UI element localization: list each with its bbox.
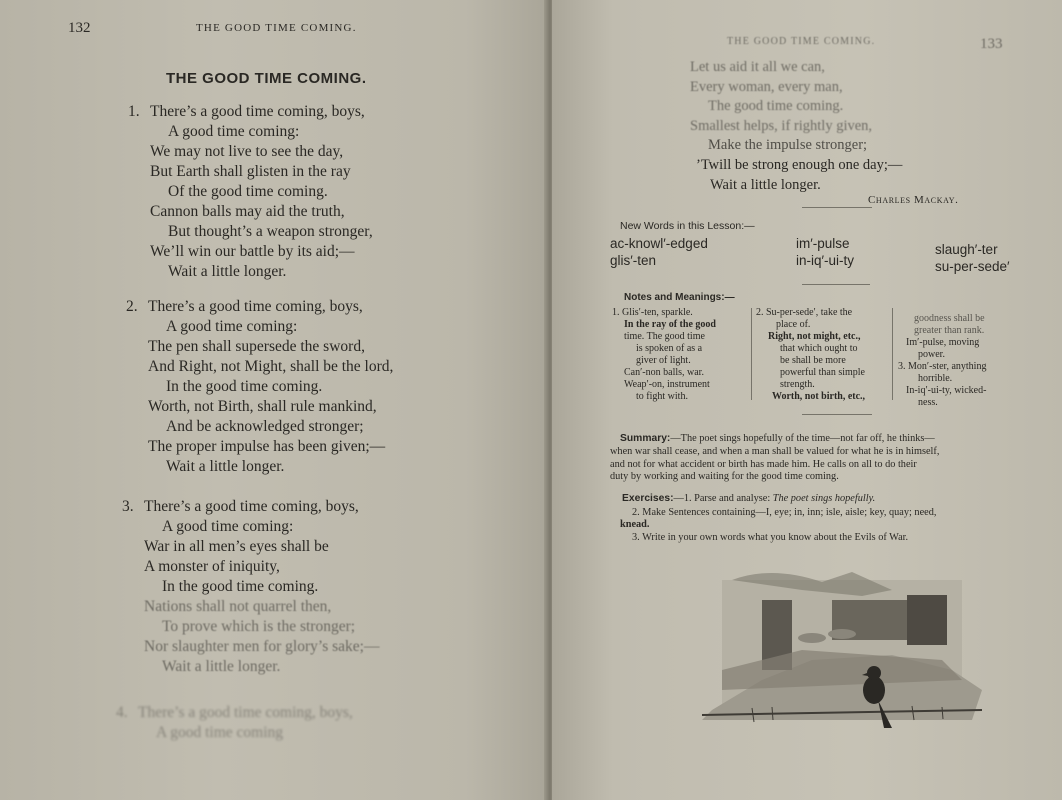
poem-line: War in all men’s eyes shall be	[144, 538, 329, 555]
new-word: in-iq′-ui-ty	[796, 253, 855, 268]
poem-line: The good time coming.	[708, 98, 844, 115]
poem-line: Every woman, every man,	[690, 78, 843, 95]
note-line: 1. Glis′-ten, sparkle.	[612, 307, 693, 318]
poem-line: The pen shall supersede the sword,	[148, 338, 365, 355]
poem-line: And Right, not Might, shall be the lord,	[148, 358, 394, 375]
poem-line: Smallest helps, if rightly given,	[690, 117, 873, 134]
note-line: that which ought to	[780, 343, 858, 354]
stanza-number: 1.	[128, 103, 140, 120]
poem-line: Nations shall not quarrel then,	[144, 598, 332, 615]
exercise-2-cont: knead.	[620, 519, 650, 530]
note-line: Weap′-on, instrument	[624, 379, 710, 390]
note-line: 2. Su-per-sede′, take the	[756, 307, 853, 318]
page-number: 132	[68, 20, 91, 36]
new-word: glis′-ten	[610, 253, 657, 268]
poem-line: In the good time coming.	[162, 578, 319, 595]
new-words-heading: New Words in this Lesson:—	[620, 220, 755, 232]
poem-line: There’s a good time coming, boys,	[144, 498, 359, 515]
poem-line: A good time coming	[156, 724, 284, 741]
poem-line: Make the impulse stronger;	[708, 137, 868, 154]
poem-line: A good time coming:	[168, 123, 300, 140]
exercises-label: Exercises:	[622, 493, 674, 504]
note-line: giver of light.	[636, 355, 691, 366]
stanza-3	[122, 497, 380, 677]
summary-label: Summary:	[620, 433, 671, 444]
poem-line: There’s a good time coming, boys,	[138, 704, 353, 721]
note-line: Worth, not birth, etc.,	[772, 391, 866, 402]
author-name: Charles Mackay.	[868, 194, 959, 206]
poem-ending	[690, 58, 902, 195]
note-line: greater than rank.	[914, 325, 985, 336]
poem-line: To prove which is the stronger;	[162, 618, 356, 635]
poem-line: In the good time coming.	[166, 378, 323, 395]
divider	[802, 284, 870, 285]
note-line: In the ray of the good	[624, 319, 716, 330]
poem-line: Worth, not Birth, shall rule mankind,	[148, 398, 377, 415]
poem-line: Nor slaughter men for glory’s sake;—	[144, 638, 380, 655]
running-head: THE GOOD TIME COMING.	[196, 22, 357, 34]
divider	[802, 207, 872, 208]
note-line: place of.	[776, 319, 811, 330]
poem-line: Wait a little longer.	[162, 658, 281, 675]
exercise-2: 2. Make Sentences containing—I, eye; in, inn; isle, aisle; key, quay; need,	[632, 507, 937, 518]
stanza-number: 3.	[122, 498, 134, 515]
new-word: slaugh′-ter	[935, 242, 998, 257]
note-line: be shall be more	[780, 355, 846, 366]
illustration-bird-on-wall	[692, 560, 992, 730]
poem-line: There’s a good time coming, boys,	[150, 103, 365, 120]
poem-line: Wait a little longer.	[710, 176, 821, 193]
note-line: Can′-non balls, war.	[624, 367, 704, 378]
stanza-2	[126, 297, 394, 477]
stanza-number: 2.	[126, 298, 138, 315]
note-line: 3. Mon′-ster, anything	[898, 361, 987, 372]
note-line: In-iq′-ui-ty, wicked-	[906, 385, 987, 396]
column-divider	[751, 308, 752, 400]
poem-line: We’ll win our battle by its aid;—	[150, 243, 355, 260]
summary	[620, 433, 935, 446]
notes-heading: Notes and Meanings:—	[624, 292, 735, 303]
new-word: su-per-sede′	[935, 259, 1010, 274]
right-page	[552, 0, 1062, 800]
poem-line: The proper impulse has been given;—	[148, 438, 386, 455]
poem-line: We may not live to see the day,	[150, 143, 344, 160]
page-number: 133	[980, 36, 1003, 52]
stanza-4	[116, 703, 353, 743]
poem-line: Wait a little longer.	[168, 263, 287, 280]
poem-line: Let us aid it all we can,	[690, 59, 825, 75]
summary-line: and not for what accident or birth has made him. He calls on all to do their	[610, 458, 917, 470]
exercise-text: —1. Parse and analyse:	[673, 493, 771, 504]
poem-line: ’Twill be strong enough one day;—	[696, 156, 903, 173]
exercise-1	[622, 493, 875, 505]
notes-column-1	[612, 307, 716, 403]
running-head: THE GOOD TIME COMING.	[727, 36, 876, 47]
divider	[802, 414, 872, 415]
note-line: is spoken of as a	[636, 343, 703, 354]
note-line: Im′-pulse, moving	[906, 337, 980, 348]
note-line: power.	[918, 349, 945, 360]
poem-line: Cannon balls may aid the truth,	[150, 203, 345, 220]
poem-line: Wait a little longer.	[166, 458, 285, 475]
new-word: im′-pulse	[796, 236, 850, 251]
note-line: horrible.	[918, 373, 953, 384]
summary-line: —The poet sings hopefully of the time—not far off, he thinks—	[670, 433, 935, 444]
poem-line: Of the good time coming.	[168, 183, 328, 200]
exercise-3: 3. Write in your own words what you know about the Evils of War.	[632, 532, 909, 543]
note-line: goodness shall be	[914, 313, 985, 324]
poem-line: A good time coming:	[162, 518, 294, 535]
stanza-number: 4.	[116, 704, 128, 721]
note-line: time. The good time	[624, 331, 705, 342]
note-line: ness.	[918, 397, 938, 408]
notes-column-2	[756, 307, 865, 403]
poem-line: But Earth shall glisten in the ray	[150, 163, 351, 180]
summary-line: duty by working and waiting for the good time coming.	[610, 471, 839, 482]
column-divider	[892, 308, 893, 400]
notes-column-3	[898, 313, 986, 409]
new-word: ac-knowl′-edged	[610, 236, 708, 251]
summary-line: when war shall cease, and when a man shall be valued for what he is in himself,	[610, 446, 940, 457]
poem-line: There’s a good time coming, boys,	[148, 298, 363, 315]
summary-cont	[610, 446, 939, 484]
poem-line: But thought’s a weapon stronger,	[168, 223, 373, 240]
poem-line: A good time coming:	[166, 318, 298, 335]
stanza-1	[128, 102, 373, 282]
exercise-italic: The poet sings hopefully.	[772, 493, 876, 504]
poem-line: A monster of iniquity,	[144, 558, 280, 575]
note-line: powerful than simple	[780, 367, 865, 378]
note-line: Right, not might, etc.,	[768, 331, 861, 342]
note-line: strength.	[780, 379, 815, 390]
poem-line: And be acknowledged stronger;	[166, 418, 364, 435]
note-line: to fight with.	[636, 391, 688, 402]
page-title: THE GOOD TIME COMING.	[166, 70, 367, 87]
